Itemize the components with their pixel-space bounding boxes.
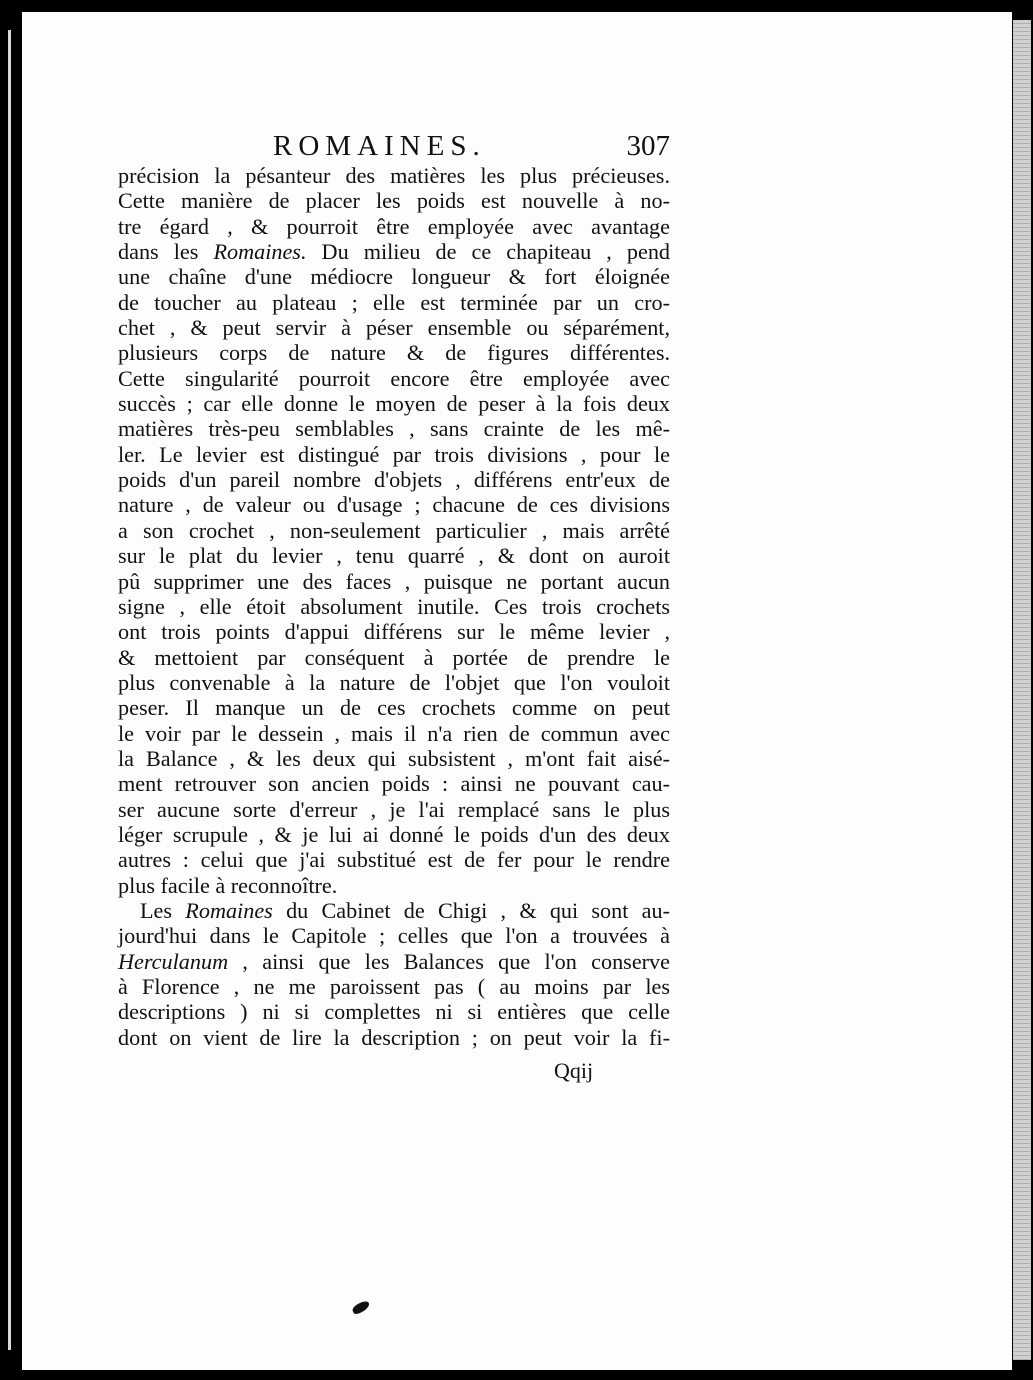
- text-segment: dans les: [118, 239, 214, 265]
- text-line: [118, 290, 670, 315]
- text-line: [118, 797, 670, 822]
- italic-term: Romaines.: [213, 239, 307, 265]
- italic-term: Herculanum: [118, 948, 229, 974]
- text-segment: , ainsi que les Balances que l'on conserve: [228, 948, 670, 974]
- text-segment: poids d'un pareil nombre d'objets , différens entr'eux de: [118, 467, 670, 493]
- text-segment: Cette manière de placer les poids est nouvelle à no-: [118, 188, 670, 214]
- text-line: [118, 366, 670, 391]
- text-segment: autres : celui que j'ai substitué est de fer pour le rendre: [118, 847, 670, 873]
- text-segment: signe , elle étoit absolument inutile. Ces trois crochets: [118, 593, 670, 619]
- text-line: [118, 898, 670, 923]
- text-segment: Les: [140, 897, 186, 923]
- text-line: [118, 264, 670, 289]
- page-header: [118, 130, 670, 166]
- text-segment: à Florence , ne me paroissent pas ( au moins par les: [118, 974, 670, 999]
- text-segment: de toucher au plateau ; elle est terminée par un cro-: [118, 289, 670, 315]
- text-line: [118, 543, 670, 568]
- text-line: [118, 721, 670, 746]
- paragraph-1: [118, 163, 670, 898]
- text-line: [118, 746, 670, 771]
- text-segment: le voir par le dessein , mais il n'a rien de commun avec: [118, 720, 670, 746]
- text-line: [118, 442, 670, 467]
- text-line: [118, 315, 670, 340]
- page-number: 307: [626, 130, 670, 162]
- text-line: [118, 594, 670, 619]
- text-line: [118, 645, 670, 670]
- text-segment: sur le plat du levier , tenu quarré , & dont on auroit: [118, 543, 670, 569]
- text-line: [118, 492, 670, 517]
- text-segment: matières très-peu semblables , sans crainte de les mê-: [118, 416, 670, 442]
- text-line: [118, 467, 670, 492]
- text-line: [118, 873, 670, 898]
- text-line: [118, 999, 670, 1024]
- paragraph-2: [118, 898, 670, 1050]
- text-segment: succès ; car elle donne le moyen de peser à la fois deux: [118, 391, 670, 417]
- text-line: [118, 670, 670, 695]
- text-line: [118, 619, 670, 644]
- text-segment: ont trois points d'appui différens sur le même levier ,: [118, 619, 670, 645]
- text-segment: précision la pésanteur des matières les plus précieuses.: [118, 163, 670, 188]
- catchword: Qqij: [554, 1058, 594, 1083]
- running-head: ROMAINES.: [273, 130, 486, 162]
- text-segment: & mettoient par conséquent à portée de prendre le: [118, 644, 670, 670]
- text-line: [118, 949, 670, 974]
- text-line: [118, 518, 670, 543]
- text-segment: léger scrupule , & je lui ai donné le poids d'un des deux: [118, 821, 670, 847]
- text-segment: la Balance , & les deux qui subsistent , m'ont fait aisé-: [118, 745, 670, 771]
- text-segment: Du milieu de ce chapiteau , pend: [306, 239, 671, 265]
- text-segment: une chaîne d'une médiocre longueur & fort éloignée: [118, 264, 670, 290]
- text-segment: descriptions ) ni si complettes ni si entières que celle: [118, 999, 670, 1025]
- text-segment: ser aucune sorte d'erreur , je l'ai remplacé sans le plus: [118, 796, 670, 822]
- text-segment: plus facile à reconnoître.: [118, 872, 338, 898]
- text-segment: plus convenable à la nature de l'objet que l'on vouloit: [118, 669, 670, 695]
- text-segment: plusieurs corps de nature & de figures différentes.: [118, 340, 670, 366]
- text-segment: chet , & peut servir à péser ensemble ou séparément,: [118, 315, 670, 341]
- text-line: [118, 695, 670, 720]
- text-segment: ment retrouver son ancien poids : ainsi ne pouvant cau-: [118, 771, 670, 797]
- text-line: [118, 822, 670, 847]
- text-segment: jourd'hui dans le Capitole ; celles que l'on a trouvées à: [118, 923, 670, 949]
- text-segment: peser. Il manque un de ces crochets comme on peut: [118, 695, 670, 721]
- text-line: [118, 391, 670, 416]
- text-segment: Cette singularité pourroit encore être employée avec: [118, 365, 670, 391]
- text-line: [118, 1025, 670, 1050]
- text-segment: pû supprimer une des faces , puisque ne portant aucun: [118, 568, 670, 594]
- text-line: [118, 569, 670, 594]
- text-segment: ler. Le levier est distingué par trois divisions , pour le: [118, 441, 670, 467]
- page-edge-right: [1013, 20, 1031, 1360]
- text-line: [118, 340, 670, 365]
- text-segment: tre égard , & pourroit être employée avec avantage: [118, 213, 670, 239]
- text-line: [118, 847, 670, 872]
- text-line: [118, 163, 670, 188]
- text-line: [118, 416, 670, 441]
- text-line: [118, 974, 670, 999]
- italic-term: Romaines: [185, 897, 273, 923]
- page-edge-left: [8, 30, 11, 1350]
- text-line: [118, 214, 670, 239]
- body-text: [118, 163, 670, 1050]
- text-segment: nature , de valeur ou d'usage ; chacune de ces divisions: [118, 492, 670, 518]
- text-segment: du Cabinet de Chigi , & qui sont au-: [272, 897, 670, 923]
- text-segment: a son crochet , non-seulement particulier , mais arrêté: [118, 517, 670, 543]
- text-line: [118, 188, 670, 213]
- text-line: [118, 923, 670, 948]
- text-line: [118, 771, 670, 796]
- text-segment: dont on vient de lire la description ; on peut voir la fi-: [118, 1024, 670, 1050]
- text-line: [118, 239, 670, 264]
